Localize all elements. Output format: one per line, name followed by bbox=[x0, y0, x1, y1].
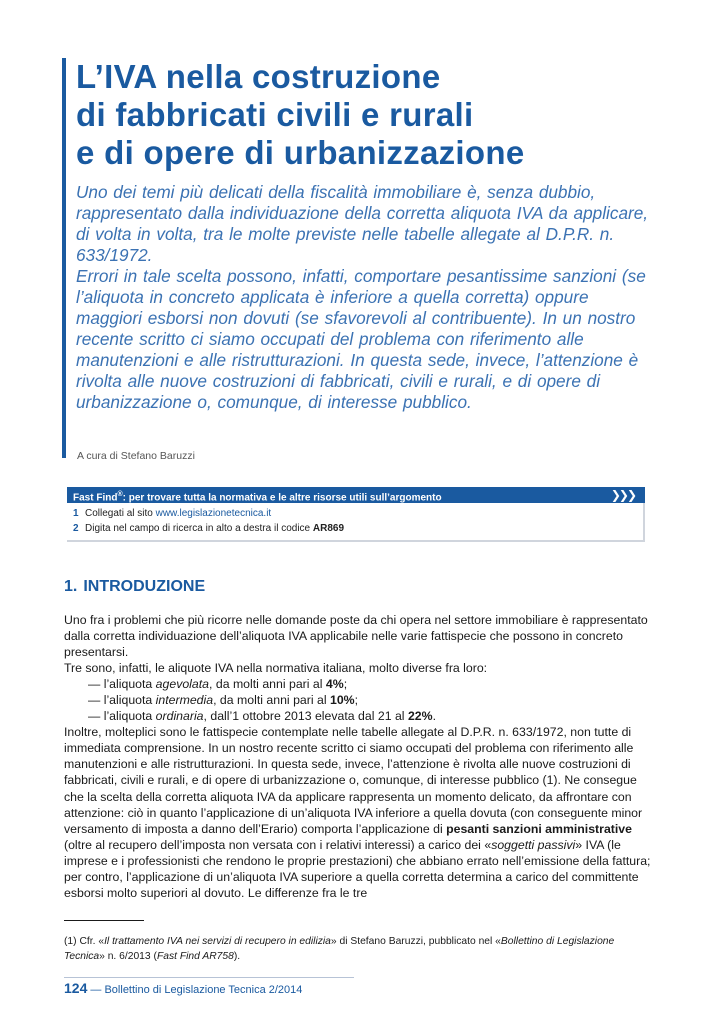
step-text: Collegati al sito bbox=[85, 508, 156, 519]
list-item-text: ; bbox=[354, 693, 359, 708]
section-title-text: INTRODUZIONE bbox=[83, 578, 206, 595]
emphasis-italic: soggetti passivi bbox=[491, 837, 576, 852]
footnote-text: (1) Cfr. « bbox=[64, 936, 105, 947]
list-item-text: — l’aliquota bbox=[88, 677, 156, 692]
section-number: 1. bbox=[64, 578, 78, 595]
list-item bbox=[64, 676, 652, 692]
fast-find-box bbox=[67, 487, 645, 544]
list-item-text: — l’aliquota bbox=[88, 709, 156, 724]
list-item-text: , da molti anni pari al bbox=[209, 677, 326, 692]
paragraph-text: (oltre al recupero dell’imposta non versata con i relativi interessi) a carico dei « bbox=[64, 837, 492, 852]
footnote-title: Il trattamento IVA nei servizi di recupero in edilizia bbox=[104, 936, 331, 947]
list-item-text: ; bbox=[343, 677, 348, 692]
lead-paragraph: Errori in tale scelta possono, infatti, comportare pesantissime sanzioni (se l’aliquota in concreto applicata è inferiore a quella corretta) oppure maggiori esborsi non dovuti (se sfavorevoli al contribuente). In un nostro recente scritto ci siamo occupati del problema con riferimento alle manutenzioni e alle ristrutturazioni. In questa sede, invece, l’attenzione è rivolta alle nuove costruzioni di fabbricati, civili e rurali, e di opere di urbanizzazione o, comunque, di interesse pubblico. bbox=[76, 266, 646, 412]
footnote-text: » di Stefano Baruzzi, pubblicato nel « bbox=[330, 936, 501, 947]
list-item-text: — l’aliquota bbox=[88, 693, 156, 708]
body-text bbox=[64, 612, 652, 901]
title-line: di fabbricati civili e rurali bbox=[76, 96, 474, 133]
title-line: L’IVA nella costruzione bbox=[76, 58, 441, 95]
list-item-text: , da molti anni pari al bbox=[213, 693, 330, 708]
rate-value: 10% bbox=[329, 693, 355, 708]
fast-find-step bbox=[73, 506, 643, 521]
step-number: 2 bbox=[73, 523, 79, 534]
page-footer bbox=[64, 980, 302, 996]
footnote-text: ). bbox=[233, 951, 241, 962]
step-text: Digita nel campo di ricerca in alto a destra il codice bbox=[85, 523, 313, 534]
rate-value: 22% bbox=[407, 709, 433, 724]
folio-divider bbox=[64, 977, 354, 978]
search-code: AR869 bbox=[312, 523, 345, 534]
author-credit: A cura di Stefano Baruzzi bbox=[77, 450, 195, 462]
emphasis-bold: pesanti sanzioni amministrative bbox=[446, 821, 632, 836]
fast-find-step bbox=[73, 521, 643, 536]
fast-find-bar bbox=[67, 487, 645, 503]
publication-name: — Bollettino di Legislazione Tecnica 2/2014 bbox=[87, 984, 303, 996]
list-item-text: , dall’1 ottobre 2013 elevata dal 21 al bbox=[203, 709, 408, 724]
footnote-divider bbox=[64, 920, 144, 921]
footnote-text: » n. 6/2013 ( bbox=[99, 951, 157, 962]
title-line: e di opere di urbanizzazione bbox=[76, 134, 525, 171]
fast-find-steps bbox=[67, 503, 645, 542]
footnote-code: Fast Find AR758 bbox=[156, 951, 234, 962]
rate-name: intermedia bbox=[155, 693, 214, 708]
footnote-publication: Bollettino di Legislazione Tecnica bbox=[64, 936, 615, 962]
article-header bbox=[62, 58, 652, 458]
article-lead bbox=[76, 182, 652, 413]
paragraph-text: Inoltre, molteplici sono le fattispecie contemplate nelle tabelle allegate al D.P.R. n. 633/1972, non tutte di immediata comprensione. In un nostro recente scritto ci siamo occupati del problema con riferimento alle manutenzioni e alle ristrutturazioni. In questa sede, invece, l’attenzione è rivolta alle nuove costruzioni di fabbricati, civili e rurali, e di opere di urbanizzazione o, comunque, di interesse pubblico (1). Ne consegue che la scelta della corretta aliquota IVA da applicare rappresenta un momento delicato, da affrontare con attenzione: ciò in quanto l’applicazione di un’aliquota IVA inferiore a quella dovuta (con conseguente minor versamento di imposta a danno dell’Erario) comporta l’applicazione di bbox=[64, 725, 643, 836]
double-chevron-right-icon: ❯❯❯ bbox=[610, 488, 635, 502]
body-paragraph: Tre sono, infatti, le aliquote IVA nella normativa italiana, molto diverse fra loro: bbox=[64, 661, 488, 676]
list-item bbox=[64, 692, 652, 708]
site-link[interactable]: www.legislazionetecnica.it bbox=[155, 508, 272, 519]
paragraph-text: » IVA (le imprese e i professionisti che rendono le proprie prestazioni) che abbiano errato nell’emissione della fattura; per contro, l’applicazione di un’aliquota IVA superiore a quella corretta determina a carico del committente esborsi molto superiori al dovuto. Le differenze fra le tre bbox=[64, 837, 651, 900]
step-number: 1 bbox=[73, 508, 79, 519]
rate-name: agevolata bbox=[155, 677, 210, 692]
registered-mark: ® bbox=[117, 491, 123, 498]
rate-value: 4% bbox=[325, 677, 344, 692]
article-title bbox=[76, 58, 652, 172]
rate-name: ordinaria bbox=[155, 709, 204, 724]
page-number: 124 bbox=[64, 980, 88, 996]
fast-find-label: Fast Find bbox=[73, 492, 118, 504]
lead-paragraph: Uno dei temi più delicati della fiscalità immobiliare è, senza dubbio, rappresentato dalla individuazione della corretta aliquota IVA da applicare, di volta in volta, tra le molte previste nelle tabelle allegate al D.P.R. n. 633/1972. bbox=[76, 182, 649, 265]
body-paragraph bbox=[64, 724, 652, 901]
body-paragraph: Uno fra i problemi che più ricorre nelle domande poste da chi opera nel settore immobiliare è rappresentato dalla corretta individuazione dell’aliquota IVA applicabile nelle varie fattispecie che possono in concreto presentarsi. bbox=[64, 613, 648, 660]
list-item-text: . bbox=[432, 709, 436, 724]
list-item bbox=[64, 708, 652, 724]
fast-find-description: : per trovare tutta la normativa e le altre risorse utili sull’argomento bbox=[122, 492, 442, 504]
section-heading bbox=[64, 578, 205, 596]
footnote bbox=[64, 934, 649, 964]
